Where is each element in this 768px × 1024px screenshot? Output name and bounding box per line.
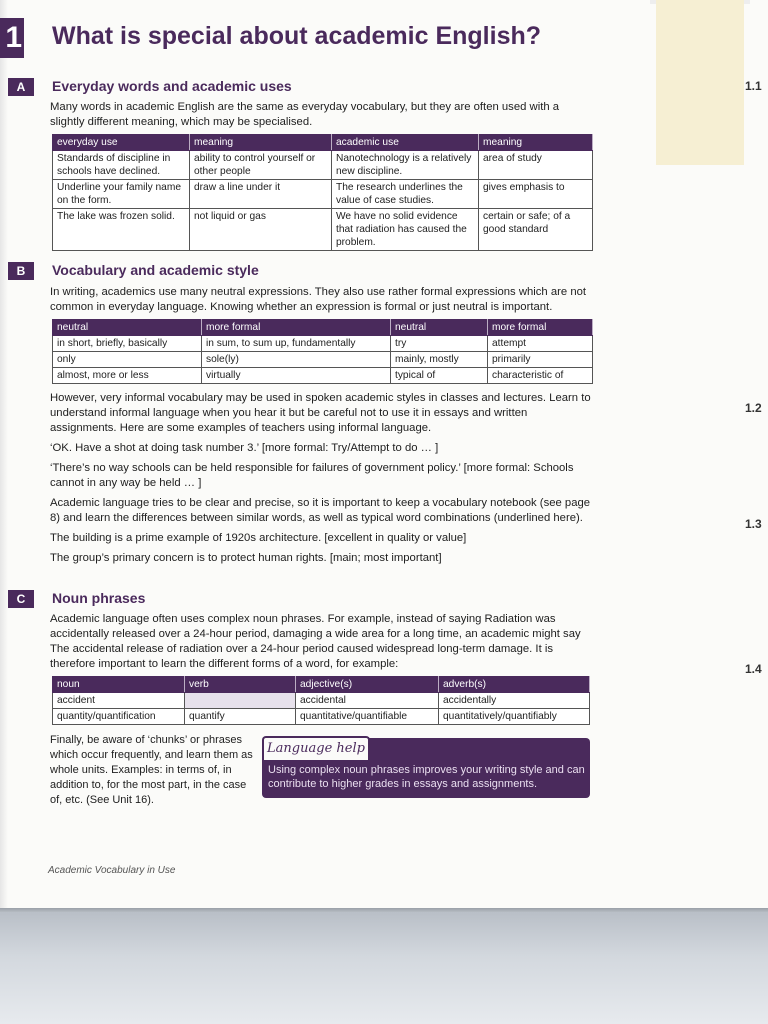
section-a-letter: A [8,78,34,96]
table-cell: characteristic of [488,368,593,384]
table-cell: not liquid or gas [190,209,332,251]
page-title: What is special about academic English? [52,22,542,50]
table-row [53,352,593,368]
table-row [53,368,593,384]
section-b-letter: B [8,262,34,280]
table-a-header: everyday use [53,135,190,151]
table-row [53,709,590,725]
table-c-header: verb [185,677,296,693]
section-c-finally: Finally, be aware of ‘chunks’ or phrases which occur frequently, and learn them as whole units. Examples: in terms of, in addition to, for the most part, in the case of, etc. (See Unit 16). [50,734,253,806]
table-b-header: more formal [488,320,593,336]
page-gutter [0,0,8,912]
table-cell: Standards of discipline in schools have declined. [53,151,190,180]
table-c-header: adverb(s) [439,677,590,693]
example-sentence: The building is a prime example of 1920s architecture. [excellent in quality or value] [50,532,467,544]
section-a-intro: Many words in academic English are the same as everyday vocabulary, but they are often used with a slightly different meaning, which may be specialised. [50,101,560,128]
table-c [52,676,590,725]
side-ref-1-1: 1.1 [745,79,762,93]
table-cell: primarily [488,352,593,368]
table-cell: The lake was frozen solid. [53,209,190,251]
section-b-title: Vocabulary and academic style [52,262,259,278]
side-ref-1-3: 1.3 [745,517,762,531]
table-c-header: noun [53,677,185,693]
table-b-header: neutral [53,320,202,336]
table-cell [185,693,296,709]
table-b-header: more formal [202,320,391,336]
table-cell: typical of [391,368,488,384]
table-row [53,209,593,251]
section-c-letter: C [8,590,34,608]
table-cell: only [53,352,202,368]
language-help-text: Using complex noun phrases improves your writing style and can contribute to higher grades in essays and assignments. [268,764,585,790]
section-c-title: Noun phrases [52,590,146,606]
table-cell: sole(ly) [202,352,391,368]
section-c-intro: Academic language often uses complex noun phrases. For example, instead of saying Radiation was accidentally released over a 24-hour period, damaging a wide area for a long time, an academic might say The accidental release of radiation over a 24-hour period caused widespread long-term damage. It is therefore important to learn the different forms of a word, for example: [50,613,581,670]
table-cell: certain or safe; of a good standard [479,209,593,251]
paragraph: However, very informal vocabulary may be used in spoken academic styles in classes and lectures. Learn to understand informal language when you hear it but be careful not to use it in essays and written assignments. Here are some examples of teachers using informal language. [50,392,591,434]
side-ref-1-2: 1.2 [745,401,762,415]
table-cell: quantity/quantification [53,709,185,725]
table-cell: gives emphasis to [479,180,593,209]
table-b-header: neutral [391,320,488,336]
table-row [53,180,593,209]
section-a-title: Everyday words and academic uses [52,78,292,94]
scanner-background [0,912,768,1024]
table-cell: area of study [479,151,593,180]
table-a-header: meaning [479,135,593,151]
table-row [53,151,593,180]
paragraph: Academic language tries to be clear and precise, so it is important to keep a vocabulary notebook (see page 8) and learn the differences between similar words, as well as typical word combinations (underlined here). [50,497,591,524]
table-cell: The research underlines the value of case studies. [332,180,479,209]
table-cell: Nanotechnology is a relatively new discipline. [332,151,479,180]
table-c-header: adjective(s) [296,677,439,693]
table-cell: accident [53,693,185,709]
table-b [52,319,593,384]
table-cell: attempt [488,336,593,352]
sticky-note [656,0,744,165]
language-help-label: Language help [262,736,370,760]
table-cell: quantitative/quantifiable [296,709,439,725]
example-sentence: The group’s primary concern is to protect human rights. [main; most important] [50,552,442,564]
example-quote: ‘OK. Have a shot at doing task number 3.’ [more formal: Try/Attempt to do … ] [50,442,439,454]
table-cell: almost, more or less [53,368,202,384]
table-row [53,693,590,709]
side-ref-1-4: 1.4 [745,662,762,676]
table-cell: quantify [185,709,296,725]
table-cell: in sum, to sum up, fundamentally [202,336,391,352]
table-cell: in short, briefly, basically [53,336,202,352]
unit-number: 1 [0,18,24,58]
table-a [52,134,593,251]
section-b-intro: In writing, academics use many neutral expressions. They also use rather formal expressions which are not common in everyday language. Knowing whether an expression is formal or just neutral is important. [50,286,587,313]
table-cell: virtually [202,368,391,384]
table-a-header: meaning [190,135,332,151]
table-cell: accidental [296,693,439,709]
footer-book-title: Academic Vocabulary in Use [48,865,176,876]
table-cell: quantitatively/quantifiably [439,709,590,725]
example-quote: ‘There’s no way schools can be held responsible for failures of government policy.’ [more formal: Schools cannot in any way be held … ] [50,462,574,489]
table-cell: Underline your family name on the form. [53,180,190,209]
table-cell: accidentally [439,693,590,709]
table-row [53,336,593,352]
table-cell: ability to control yourself or other people [190,151,332,180]
section-b-body [50,391,595,571]
table-cell: mainly, mostly [391,352,488,368]
table-a-header: academic use [332,135,479,151]
table-cell: try [391,336,488,352]
table-cell: We have no solid evidence that radiation has caused the problem. [332,209,479,251]
table-cell: draw a line under it [190,180,332,209]
